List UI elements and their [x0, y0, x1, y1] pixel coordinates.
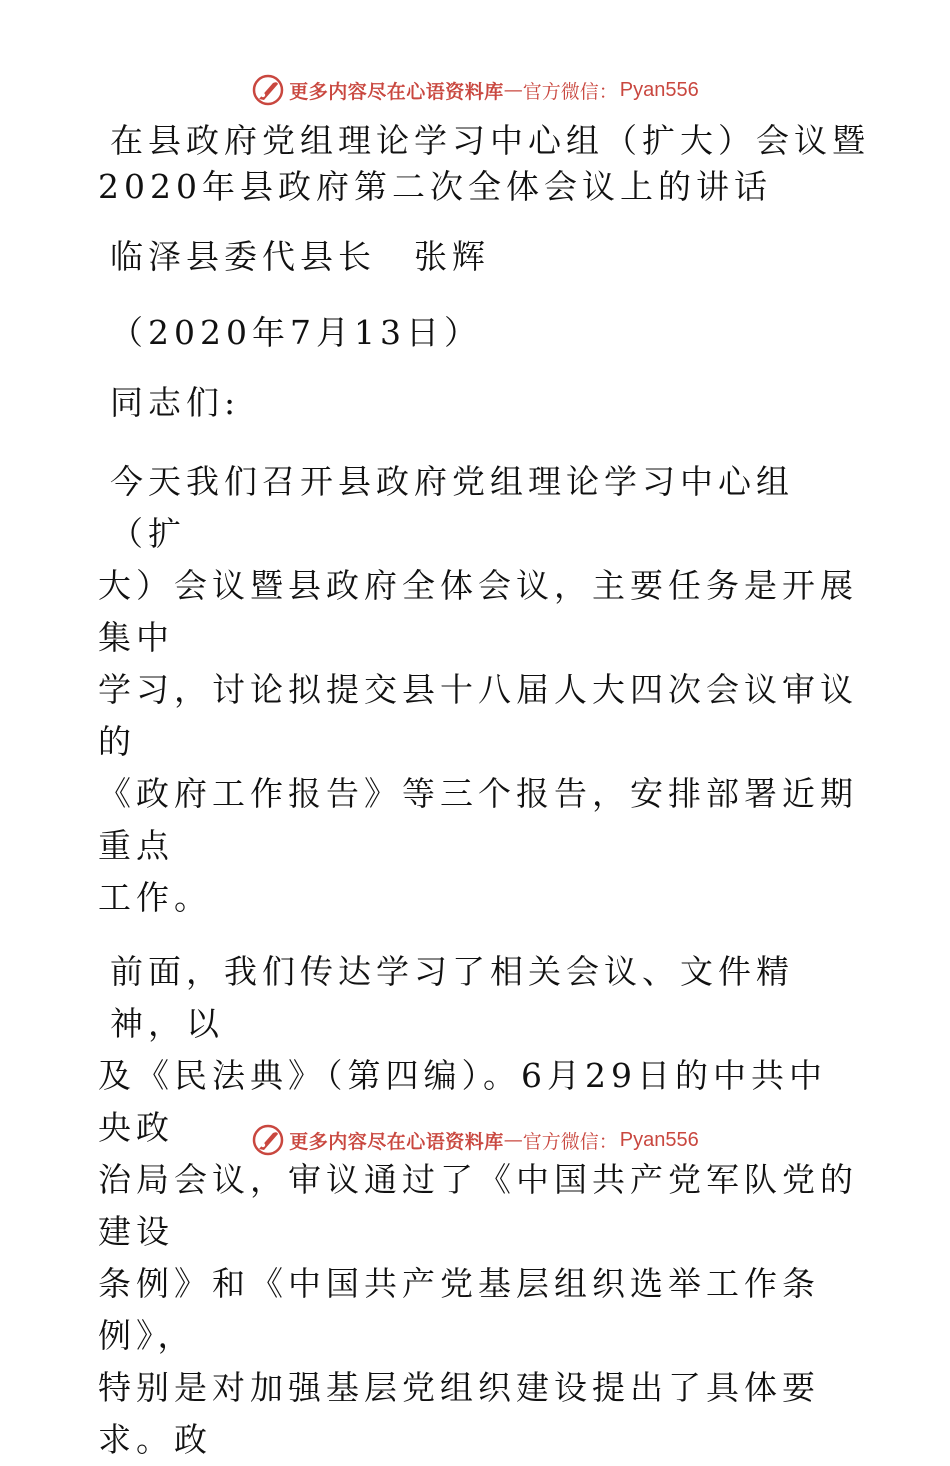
- official-label: 官方微信：: [522, 1130, 618, 1153]
- paragraph-1-line: 学习，讨论拟提交县十八届人大四次会议审议的: [98, 670, 858, 761]
- author-line: 临泽县委代县长 张辉: [110, 237, 490, 276]
- header-watermark-banner: [0, 70, 950, 110]
- promo-text: 更多内容尽在心语资料库: [289, 80, 504, 103]
- paragraph-1-line: 工作。: [98, 878, 212, 917]
- paragraph-2: [98, 946, 858, 1466]
- title-line-2: 2020年县政府第二次全体会议上的讲话: [98, 167, 772, 206]
- paragraph-2-line: 前面，我们传达学习了相关会议、文件精神，以: [110, 952, 794, 1043]
- paragraph-2-line: 条例》和《中国共产党基层组织选举工作条例》，: [98, 1264, 820, 1355]
- paragraph-2-line: 及《民法典》（第四编）。6月29日的中共中央政: [98, 1056, 827, 1147]
- quill-logo-icon: [251, 1123, 285, 1157]
- quill-logo-icon: [251, 73, 285, 107]
- paragraph-1-line: 《政府工作报告》等三个报告，安排部署近期重点: [98, 774, 858, 865]
- paragraph-1-line: 今天我们召开县政府党组理论学习中心组（扩: [110, 462, 794, 553]
- salutation: 同志们:: [110, 383, 241, 422]
- separator: —: [503, 1129, 523, 1151]
- paragraph-1-line: 大）会议暨县政府全体会议，主要任务是开展集中: [98, 566, 858, 657]
- footer-watermark-banner: [0, 1120, 950, 1160]
- wechat-id: Pyan556: [619, 78, 699, 101]
- paragraph-2-line: 特别是对加强基层党组织建设提出了具体要求。政: [98, 1368, 820, 1459]
- document-title: [98, 118, 870, 210]
- date-line: （2020年7月13日）: [110, 313, 482, 352]
- paragraph-1: [98, 456, 858, 924]
- paragraph-2-line: 治局会议，审议通过了《中国共产党军队党的建设: [98, 1160, 858, 1251]
- promo-text: 更多内容尽在心语资料库: [289, 1130, 504, 1153]
- title-line-1: 在县政府党组理论学习中心组（扩大）会议暨: [110, 121, 870, 160]
- separator: —: [503, 79, 523, 101]
- wechat-id: Pyan556: [619, 1128, 699, 1151]
- official-label: 官方微信：: [522, 80, 618, 103]
- document-body: [98, 118, 870, 1466]
